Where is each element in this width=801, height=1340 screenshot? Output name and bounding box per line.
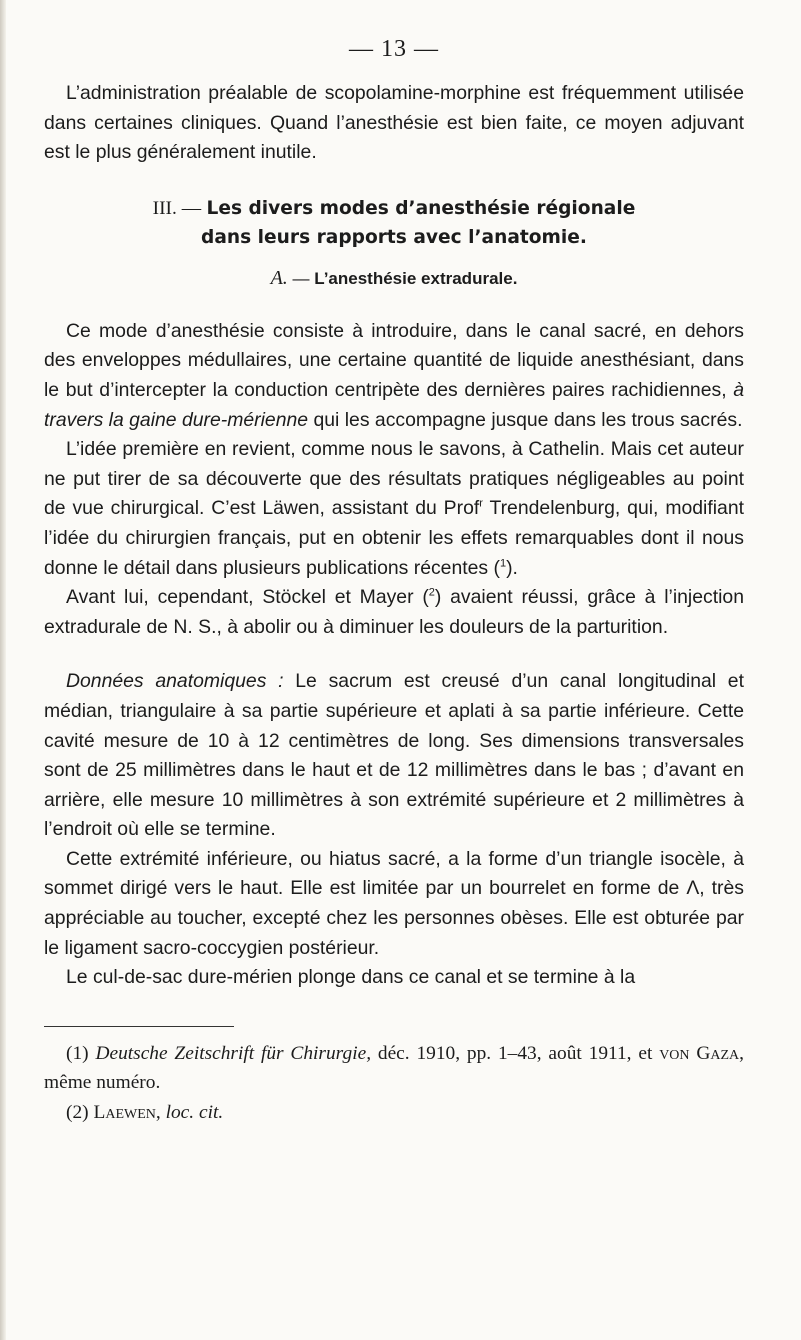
footnote-text: , <box>155 1102 166 1124</box>
footnote-ref-1[interactable]: 1 <box>499 557 507 570</box>
footnote-text: , même numéro. <box>44 1042 744 1094</box>
superscript: r <box>479 497 483 510</box>
paragraph-text: qui les accompagne jusque dans les trous sacrés. <box>308 408 743 431</box>
subsection-title: L’anesthésie extradurale. <box>314 268 518 288</box>
subsection-heading <box>44 266 744 291</box>
paragraph-precedent <box>44 583 744 642</box>
section-heading <box>44 194 744 252</box>
footnotes <box>44 1039 744 1128</box>
paragraph-text: L’idée première en revient, comme nous le savons, à Cathelin. Mais cet auteur ne put tirer de sa découverte que des résultats pratiques négligeables au point de vue chirurgical. C’est Läwen, assistant du Prof <box>44 438 744 520</box>
paragraph-emphasis: Données anatomiques : <box>66 670 284 693</box>
paragraph-definition <box>44 317 744 435</box>
intro-paragraph: L’administration préalable de scopolamine-morphine est fréquemment utilisée dans certaines cliniques. Quand l’anesthésie est bien faite, ce moyen adjuvant est le plus généralement inutile. <box>44 82 744 164</box>
footnote-author: von Gaza <box>659 1042 740 1064</box>
paragraph-gap <box>44 642 744 667</box>
paragraph-history <box>44 435 744 583</box>
paragraph-text: Avant lui, cependant, Stöckel et Mayer ( <box>66 586 429 609</box>
footnote-text: déc. 1910, pp. 1–43, août 1911, et <box>371 1042 660 1064</box>
paragraph-hiatus: Cette extrémité inférieure, ou hiatus sacré, a la forme d’un triangle isocèle, à sommet dirigé vers le haut. Elle est limitée par un bourrelet en forme de Λ, très appréciable au toucher, excepté chez les personnes obèses. Elle est obturée par le ligament sacro-coccygien postérieur. <box>44 847 744 959</box>
paragraph-text: Trendelenburg, qui, modifiant l’idée du chirurgien français, put en obtenir les effets remarquables dont il nous donne le détail dans plusieurs publications récentes ( <box>44 497 745 579</box>
footnote-divider <box>44 1026 234 1027</box>
footnote-ref-2[interactable]: 2 <box>428 586 435 599</box>
paragraph-anatomy <box>44 667 744 845</box>
paragraph-text: ). <box>506 556 518 579</box>
footnote-mark: (2) <box>66 1102 89 1124</box>
footnote-citation: loc. cit. <box>165 1102 224 1124</box>
page-edge-shadow <box>0 0 6 1340</box>
section-title-line2: dans leurs rapports avec l’anatomie. <box>201 226 587 248</box>
book-page <box>44 36 744 1128</box>
paragraph-text: Le sacrum est creusé d’un canal longitudinal et médian, triangulaire à sa partie supérieure et aplati à sa partie inférieure. Cette cavité mesure de 10 à 12 centimètres de long. Ses dimensions transversales sont de 25 millimètres dans le haut et de 12 millimètres dans le bas ; d’avant en arrière, elle mesure 10 millimètres à son extrémité supérieure et 2 millimètres à l’endroit où elle se termine. <box>44 670 744 841</box>
page-number: — 13 — <box>349 36 439 62</box>
section-title-line1: Les divers modes d’anesthésie régionale <box>206 197 636 219</box>
paragraph-emphasis: à travers la gaine dure-mérienne <box>44 378 744 431</box>
paragraph-cul-de-sac: Le cul-de-sac dure-mérien plonge dans ce canal et se termine à la <box>66 966 636 989</box>
footnote-mark: (1) <box>66 1042 89 1064</box>
footnote-1 <box>44 1039 744 1098</box>
subsection-letter: A. <box>270 266 288 289</box>
footnote-author: Laewen <box>93 1102 156 1124</box>
footnote-journal: Deutsche Zeitschrift für Chirurgie, <box>95 1042 372 1064</box>
paragraph-text: ) avaient réussi, grâce à l’injection extradurale de N. S., à abolir ou à diminuer les douleurs de la parturition. <box>44 586 744 638</box>
footnote-2 <box>44 1098 744 1128</box>
paragraph-text: Ce mode d’anesthésie consiste à introduire, dans le canal sacré, en dehors des enveloppes médullaires, une certaine quantité de liquide anesthésiant, dans le but d’intercepter la conduction centripète des dernières paires rachidiennes, <box>44 319 744 401</box>
subsection-dash: — <box>292 268 310 288</box>
section-number: III. — <box>152 197 202 219</box>
